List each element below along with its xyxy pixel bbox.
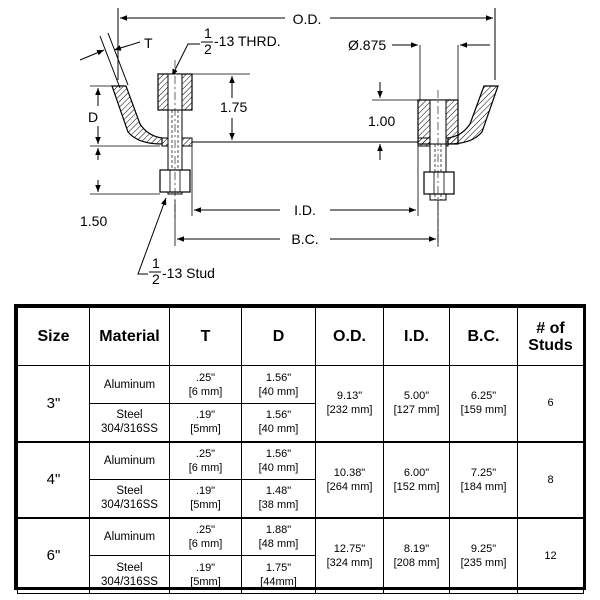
d-cell-line: 1.48" xyxy=(265,485,292,498)
d-cell xyxy=(242,366,316,404)
d-cell-line: 1.56" xyxy=(265,371,292,384)
t-cell-line: .25" xyxy=(195,447,216,460)
material-cell xyxy=(90,480,170,518)
d-cell-line: 1.88" xyxy=(265,523,292,536)
table-row xyxy=(18,366,584,404)
table-row xyxy=(18,442,584,480)
thread-label: -13 THRD. xyxy=(214,33,281,49)
od-cell xyxy=(316,518,384,594)
material-cell-line: Steel xyxy=(116,561,143,574)
stud-half-num: 1 xyxy=(152,255,160,271)
bc-cell-line: 6.25" xyxy=(470,390,497,403)
header-studs xyxy=(518,308,584,366)
t-cell-line: [5mm] xyxy=(190,575,221,588)
header-d: D xyxy=(242,308,316,366)
d-cell xyxy=(242,556,316,594)
d-cell-line: 1.56" xyxy=(265,409,292,422)
thread-half-den: 2 xyxy=(204,41,212,57)
d-cell-line: [40 mm] xyxy=(258,385,299,398)
studs-cell-line: 6 xyxy=(547,397,554,410)
id-cell-line: [152 mm] xyxy=(393,480,440,493)
size-cell xyxy=(18,518,90,594)
id-label: I.D. xyxy=(294,202,316,218)
id-cell-line: 8.19" xyxy=(403,542,430,555)
studs-cell-line: 12 xyxy=(544,549,557,562)
d-cell xyxy=(242,518,316,556)
dim-100-label: 1.00 xyxy=(368,113,396,129)
bc-cell xyxy=(450,518,518,594)
od-cell xyxy=(316,366,384,442)
id-cell xyxy=(384,442,450,518)
bc-label: B.C. xyxy=(291,231,319,247)
t-cell xyxy=(170,480,242,518)
od-cell xyxy=(316,442,384,518)
material-cell-line: Steel xyxy=(116,409,143,422)
id-cell-line: [127 mm] xyxy=(393,404,440,417)
dim-100 xyxy=(368,82,418,160)
d-label: D xyxy=(88,109,99,125)
d-cell-line: [40 mm] xyxy=(258,461,299,474)
t-cell-line: .25" xyxy=(195,523,216,536)
material-cell xyxy=(90,404,170,442)
stud-half-den: 2 xyxy=(152,271,160,287)
studs-cell xyxy=(518,518,584,594)
material-cell xyxy=(90,366,170,404)
material-cell-line: Aluminum xyxy=(103,378,156,391)
t-cell-line: .19" xyxy=(195,409,216,422)
material-cell-line: Aluminum xyxy=(103,454,156,467)
od-cell-line: 12.75" xyxy=(333,542,366,555)
dim-175 xyxy=(192,74,250,140)
studs-cell xyxy=(518,366,584,442)
stud-label: -13 Stud xyxy=(162,265,215,281)
od-dimension xyxy=(118,8,495,80)
t-cell-line: .19" xyxy=(195,561,216,574)
od-cell-line: [232 mm] xyxy=(326,404,373,417)
d-cell-line: [44mm] xyxy=(260,575,297,588)
dim-175-label: 1.75 xyxy=(220,99,248,115)
thread-callout xyxy=(172,25,281,76)
t-cell xyxy=(170,556,242,594)
bc-cell xyxy=(450,366,518,442)
t-cell xyxy=(170,442,242,480)
studs-cell xyxy=(518,442,584,518)
id-cell-line: 6.00" xyxy=(403,466,430,479)
size-cell-line: 3" xyxy=(46,394,61,412)
t-cell xyxy=(170,404,242,442)
studs-cell-line: 8 xyxy=(547,473,554,486)
bc-cell-line: [159 mm] xyxy=(460,404,507,417)
id-cell-line: 5.00" xyxy=(403,390,430,403)
header-material: Material xyxy=(90,308,170,366)
header-studs-line2: Studs xyxy=(528,336,573,354)
dim-150 xyxy=(80,148,160,229)
header-od: O.D. xyxy=(316,308,384,366)
bc-cell-line: 7.25" xyxy=(470,466,497,479)
d-cell xyxy=(242,404,316,442)
t-cell-line: [6 mm] xyxy=(188,537,223,550)
t-cell xyxy=(170,518,242,556)
bc-cell-line: [235 mm] xyxy=(460,556,507,569)
d-cell-line: 1.75" xyxy=(265,561,292,574)
thread-half-num: 1 xyxy=(204,25,212,41)
d-cell xyxy=(242,442,316,480)
material-cell xyxy=(90,518,170,556)
size-cell xyxy=(18,366,90,442)
header-studs-line1: # of xyxy=(536,319,565,337)
diameter-callout xyxy=(348,37,490,100)
id-cell-line: [208 mm] xyxy=(393,556,440,569)
dim-150-label: 1.50 xyxy=(80,213,108,229)
header-t: T xyxy=(170,308,242,366)
t-cell-line: .25" xyxy=(195,371,216,384)
header-id: I.D. xyxy=(384,308,450,366)
d-cell-line: [48 mm] xyxy=(258,537,299,550)
material-cell xyxy=(90,442,170,480)
bc-cell-line: [184 mm] xyxy=(460,480,507,493)
header-bc: B.C. xyxy=(450,308,518,366)
size-cell-line: 6" xyxy=(46,547,61,565)
t-dimension xyxy=(80,33,153,88)
d-cell-line: 1.56" xyxy=(265,447,292,460)
od-cell-line: 10.38" xyxy=(333,466,366,479)
od-cell-line: 9.13" xyxy=(336,390,363,403)
od-cell-line: [264 mm] xyxy=(326,480,373,493)
bc-cell-line: 9.25" xyxy=(470,542,497,555)
od-cell-line: [324 mm] xyxy=(326,556,373,569)
spec-table xyxy=(14,304,586,590)
table-header-row xyxy=(18,308,584,366)
id-cell xyxy=(384,366,450,442)
id-cell xyxy=(384,518,450,594)
material-cell-line: 304/316SS xyxy=(101,499,158,512)
stud-callout xyxy=(138,198,215,287)
d-cell xyxy=(242,480,316,518)
size-cell-line: 4" xyxy=(46,471,61,488)
material-cell-line: Steel xyxy=(116,485,143,498)
header-size: Size xyxy=(18,308,90,366)
material-cell-line: 304/316SS xyxy=(101,575,158,588)
d-cell-line: [40 mm] xyxy=(258,423,299,436)
od-label: O.D. xyxy=(292,11,322,27)
t-cell-line: [5mm] xyxy=(190,423,221,436)
t-cell-line: [5mm] xyxy=(190,499,221,512)
t-cell-line: [6 mm] xyxy=(188,385,223,398)
material-cell-line: Aluminum xyxy=(103,530,156,543)
t-cell xyxy=(170,366,242,404)
table-row xyxy=(18,518,584,556)
material-cell-line: 304/316SS xyxy=(101,423,158,436)
size-cell xyxy=(18,442,90,518)
t-cell-line: .19" xyxy=(195,485,216,498)
t-label: T xyxy=(144,35,153,51)
t-cell-line: [6 mm] xyxy=(188,461,223,474)
material-cell xyxy=(90,556,170,594)
bc-cell xyxy=(450,442,518,518)
diameter-label: Ø.875 xyxy=(348,37,387,53)
id-dimension xyxy=(192,146,418,218)
d-cell-line: [38 mm] xyxy=(258,499,299,512)
